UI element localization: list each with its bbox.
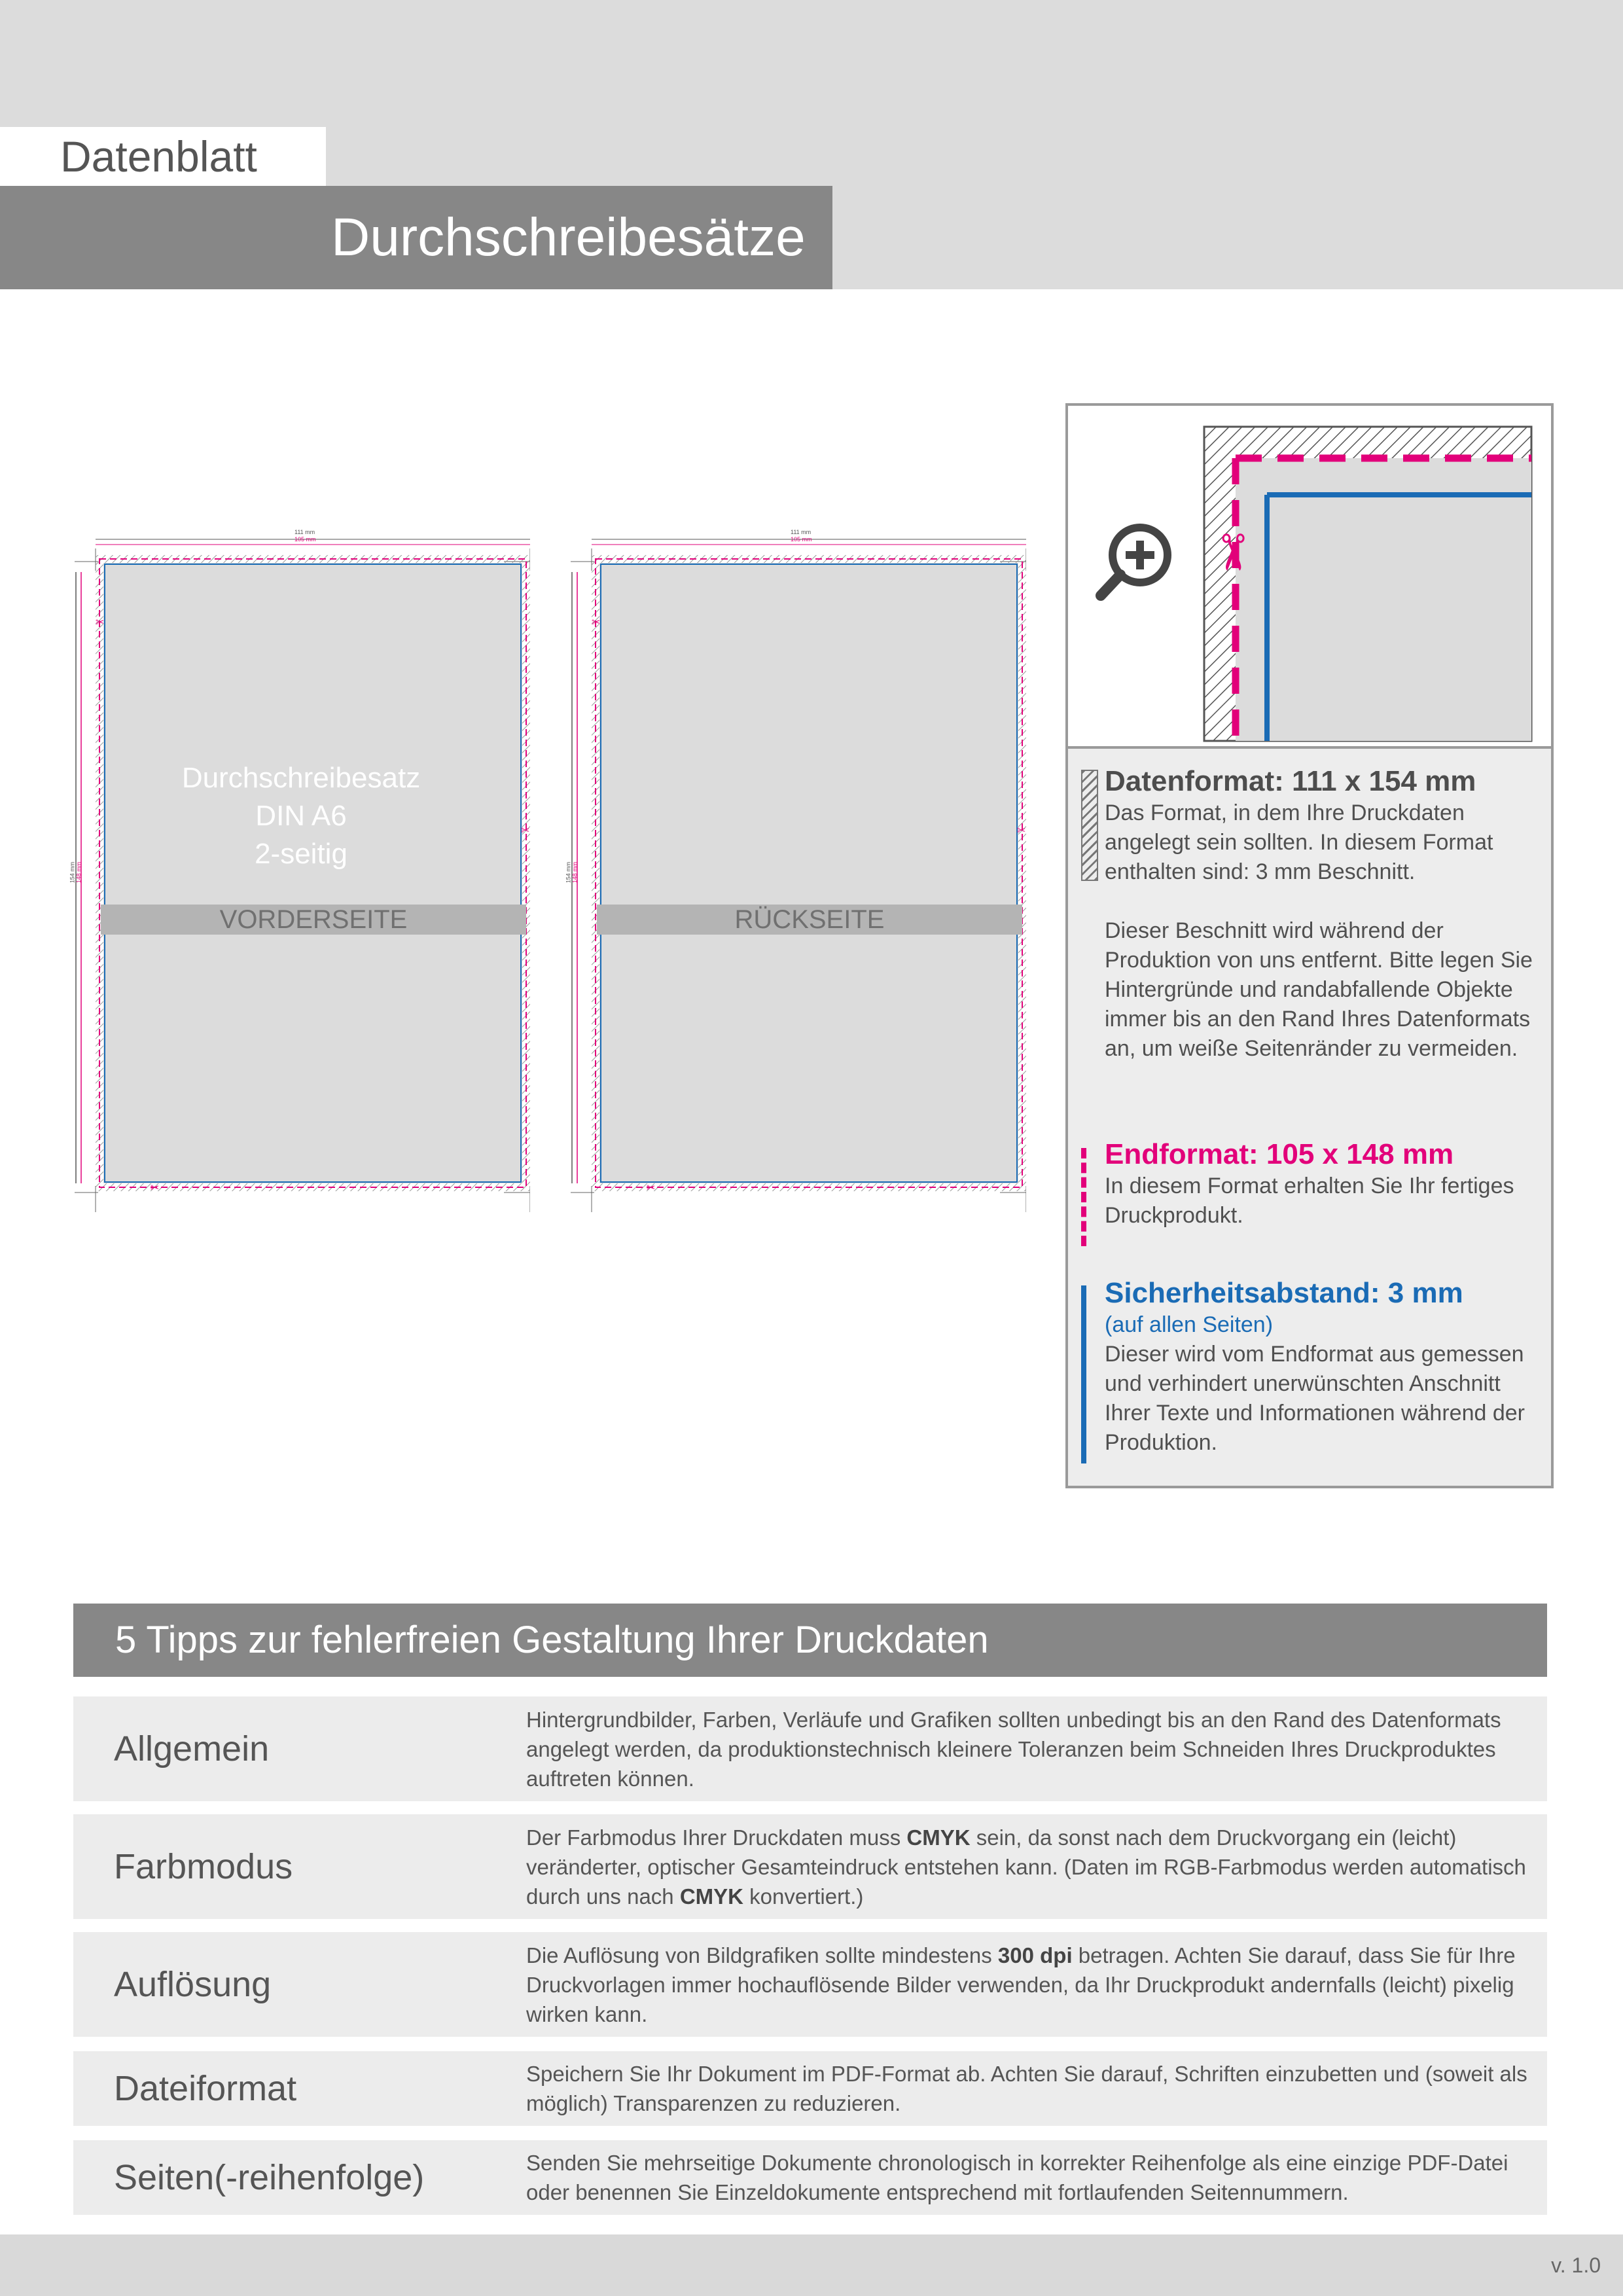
sicherheit-block	[1105, 1276, 1538, 1458]
zoom-in-icon	[1101, 528, 1168, 596]
tip-title: Allgemein	[114, 1729, 270, 1768]
front-product-name-line1: Durchschreibesatz	[181, 762, 421, 794]
front-page-diagram	[69, 529, 530, 1212]
svg-text:✂: ✂	[96, 617, 105, 628]
tip-row	[73, 1932, 1547, 2037]
front-product-name-line3: 2-seitig	[255, 838, 348, 870]
back-dim-inner-width: 105 mm	[791, 536, 812, 543]
svg-text:✂: ✂	[592, 617, 601, 628]
tip-text: Senden Sie mehrseitige Dokumente chronologisch in korrekter Reihenfolge als eine einzige PDF-Datei oder benennen Sie Einzeldokumente entsprechend mit fortlaufenden Seitennummern.	[526, 2151, 1508, 2204]
sicherheit-heading: Sicherheitsabstand: 3 mm	[1105, 1277, 1463, 1309]
tip-row	[73, 1814, 1547, 1919]
tip-row	[73, 2051, 1547, 2126]
tip-text: Speichern Sie Ihr Dokument im PDF-Format ab. Achten Sie darauf, Schriften einzubetten und (soweit als möglich) Transparenzen zu reduzieren.	[526, 2062, 1527, 2115]
front-product-name-line2: DIN A6	[255, 800, 347, 832]
back-dim-inner-height: 148 mm	[571, 861, 579, 884]
format-info-panel	[1065, 746, 1554, 1488]
tip-row	[73, 2140, 1547, 2215]
tip-text: Die Auflösung von Bildgrafiken sollte mindestens 300 dpi betragen. Achten Sie darauf, dass Sie für Ihre Druckvorlagen immer hochauflösende Bilder verwenden, da Ihr Druckprodukt andernfalls (leicht) pixelig wirken kann.	[526, 1943, 1516, 2026]
document-type-label: Datenblatt	[0, 127, 326, 186]
datenformat-text: Das Format, in dem Ihre Druckdaten angelegt sein sollten. In diesem Format enthalten sind: 3 mm Beschnitt.	[1105, 800, 1493, 884]
tip-title: Dateiformat	[114, 2069, 297, 2108]
front-side-label: VORDERSEITE	[101, 905, 526, 935]
safety-marker-icon	[1081, 1285, 1086, 1463]
datenformat-block	[1105, 764, 1538, 1064]
version-label: v. 1.0	[1551, 2253, 1601, 2277]
svg-text:✂: ✂	[647, 1183, 656, 1194]
sicherheit-subtitle: (auf allen Seiten)	[1105, 1312, 1274, 1337]
sicherheit-text: Dieser wird vom Endformat aus gemessen und verhindert unerwünschten Anschnitt Ihrer Texte und Informationen während der Produktion.	[1105, 1342, 1525, 1455]
back-page-trim-graphic	[568, 529, 1026, 1212]
trim-marker-icon	[1081, 1148, 1086, 1246]
endformat-text: In diesem Format erhalten Sie Ihr fertiges Druckprodukt.	[1105, 1174, 1514, 1228]
bleed-marker-icon	[1081, 770, 1098, 881]
back-side-label: RÜCKSEITE	[597, 905, 1022, 935]
tip-text: Hintergrundbilder, Farben, Verläufe und Grafiken sollten unbedingt bis an den Rand des Datenformats angelegt werden, da produktionstechnisch kleinere Toleranzen beim Schneiden Ihres Druckproduktes auftreten können.	[526, 1707, 1501, 1791]
endformat-block	[1105, 1138, 1538, 1230]
datenformat-heading: Datenformat: 111 x 154 mm	[1105, 765, 1476, 797]
back-dim-outer-width: 111 mm	[791, 529, 812, 535]
svg-text:✂: ✂	[521, 825, 530, 836]
tip-title: Farbmodus	[114, 1847, 293, 1886]
back-page-diagram	[565, 529, 1026, 1212]
front-dim-outer-height: 154 mm	[69, 861, 76, 884]
tip-title: Auflösung	[114, 1965, 272, 2004]
tip-title: Seiten(-reihenfolge)	[114, 2158, 425, 2197]
endformat-heading: Endformat: 105 x 148 mm	[1105, 1138, 1454, 1170]
front-dim-inner-width: 105 mm	[294, 536, 316, 543]
zoom-detail-panel	[1065, 403, 1554, 749]
tip-row	[73, 1696, 1547, 1801]
corner-detail-graphic	[1068, 406, 1551, 746]
page-title: Durchschreibesätze	[0, 186, 832, 289]
back-dim-outer-height: 154 mm	[565, 861, 572, 884]
front-dim-inner-height: 148 mm	[75, 861, 82, 884]
front-dim-outer-width: 111 mm	[294, 529, 315, 535]
beschnitt-text: Dieser Beschnitt wird während der Produktion von uns entfernt. Bitte legen Sie Hintergründe und randabfallende Objekte immer bis an den Rand Ihres Datenformats an, um weiße Seitenränder zu vermeiden.	[1105, 918, 1533, 1061]
svg-text:✂: ✂	[151, 1183, 160, 1194]
svg-text:✂: ✂	[1017, 825, 1026, 836]
footer	[0, 2234, 1623, 2296]
scissors-icon: ✂	[1204, 531, 1260, 573]
tips-header: 5 Tipps zur fehlerfreien Gestaltung Ihrer Druckdaten	[73, 1604, 1547, 1677]
tip-text: Der Farbmodus Ihrer Druckdaten muss CMYK sein, da sonst nach dem Druckvorgang ein (leicht) veränderter, optischer Gesamteindruck entstehen kann. (Daten im RGB-Farbmodus werden automatisch durch uns nach CMYK konvertiert.)	[526, 1825, 1526, 1909]
